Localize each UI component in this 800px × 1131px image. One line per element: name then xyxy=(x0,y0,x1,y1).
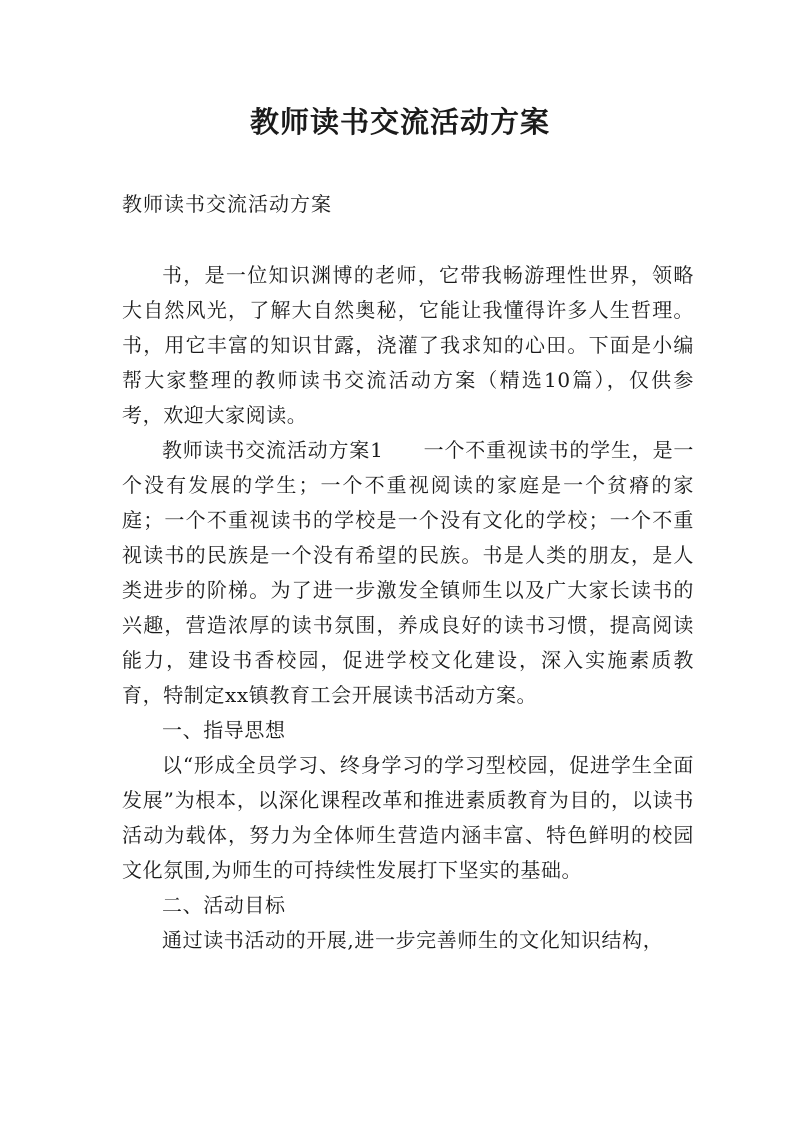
section-body: 一个不重视读书的学生，是一个没有发展的学生；一个不重视阅读的家庭是一个贫瘠的家庭；一个不重视读书的学校是一个没有文化的学校；一个不重视读书的民族是一个没有希望的民族。书是人类的朋友，是人类进步的阶梯。为了进一步激发全镇师生以及广大家长读书的兴趣，营造浓厚的读书氛围，养成良好的读书习惯，提高阅读能力，建设书香校园，促进学校文化建设，深入实施素质教育，特制定xx镇教育工会开展读书活动方案。 xyxy=(122,438,694,707)
section-paragraph xyxy=(122,433,694,713)
intro-paragraph: 书，是一位知识渊博的老师，它带我畅游理性世界，领略大自然风光，了解大自然奥秘，它能让我懂得许多人生哲理。书，用它丰富的知识甘露，浇灌了我求知的心田。下面是小编帮大家整理的教师读书交流活动方案（精选10篇），仅供参考，欢迎大家阅读。 xyxy=(122,263,694,427)
section-label: 教师读书交流活动方案1 xyxy=(162,438,384,462)
heading-guiding-ideology: 一、指导思想 xyxy=(162,718,286,742)
document-title: 教师读书交流活动方案 xyxy=(249,105,550,139)
document-subtitle: 教师读书交流活动方案 xyxy=(122,192,332,216)
guiding-ideology-paragraph: 以“形成全员学习、终身学习的学习型校园，促进学生全面发展”为根本，以深化课程改革和推进素质教育为目的，以读书活动为载体，努力为全体师生营造内涵丰富、特色鲜明的校园文化氛围,为师生的可持续性发展打下坚实的基础。 xyxy=(122,753,694,882)
activity-goals-paragraph: 通过读书活动的开展,进一步完善师生的文化知识结构， xyxy=(162,928,664,952)
document-body xyxy=(122,258,694,958)
heading-activity-goals: 二、活动目标 xyxy=(162,893,286,917)
